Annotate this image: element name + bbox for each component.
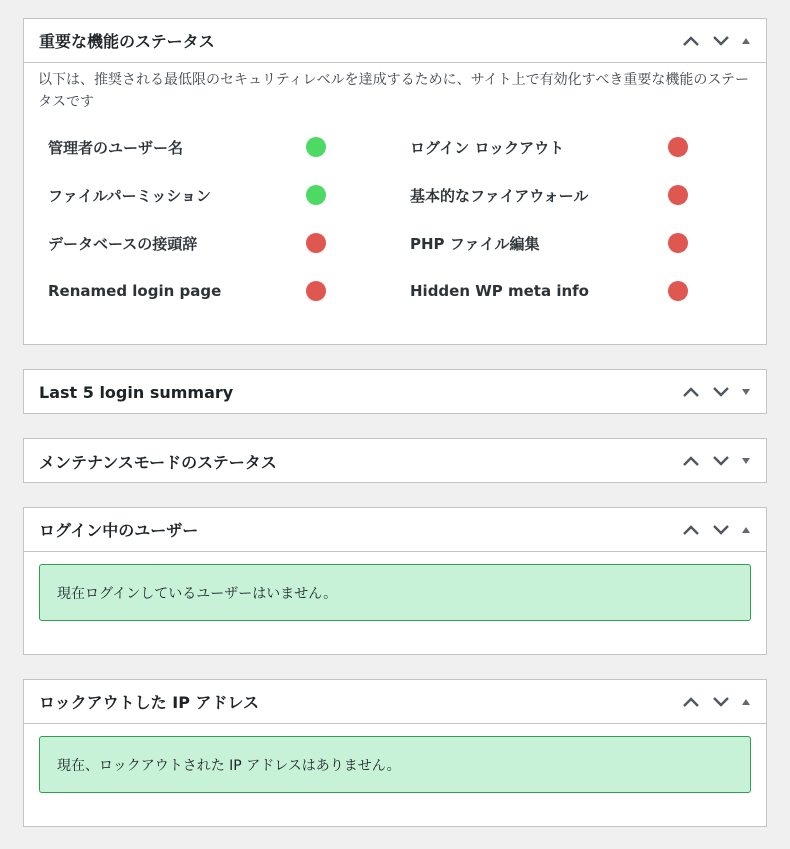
move-down-button[interactable] [706,687,736,717]
triangle-up-icon [741,37,751,45]
box-header [24,19,766,63]
feature-name: ログイン ロックアウト [410,138,565,157]
expand-toggle-button[interactable] [736,377,756,407]
box-title: 重要な機能のステータス [39,32,215,51]
locked-ip-box [23,679,767,827]
move-up-button[interactable] [676,515,706,545]
box-title: ロックアウトした IP アドレス [39,693,260,712]
feature-status-item [48,267,410,315]
triangle-up-icon [741,526,751,534]
chevron-down-icon [712,35,730,47]
move-down-button[interactable] [706,377,736,407]
move-down-button[interactable] [706,515,736,545]
feature-name: PHP ファイル編集 [410,234,540,253]
move-down-button[interactable] [706,26,736,56]
feature-name: ファイルパーミッション [48,186,212,205]
box-controls [676,19,756,62]
box-header [24,439,766,483]
critical-status-box [23,18,767,345]
status-indicator [668,233,688,253]
expand-toggle-button[interactable] [736,446,756,476]
collapse-toggle-button[interactable] [736,515,756,545]
feature-status-item [410,267,772,315]
status-indicator [306,137,326,157]
logged-in-users-box [23,507,767,655]
feature-status-item [410,171,772,219]
status-indicator [668,137,688,157]
feature-name: 基本的なファイアウォール [410,186,589,205]
box-controls [676,439,756,483]
status-indicator [306,281,326,301]
chevron-up-icon [682,35,700,47]
no-logged-in-users-notice: 現在ログインしているユーザーはいません。 [39,564,751,621]
move-up-button[interactable] [676,446,706,476]
status-indicator [306,233,326,253]
chevron-down-icon [712,696,730,708]
triangle-down-icon [741,388,751,396]
chevron-up-icon [682,386,700,398]
no-locked-ips-notice: 現在、ロックアウトされた IP アドレスはありません。 [39,736,751,793]
critical-status-description: 以下は、推奨される最低限のセキュリティレベルを達成するために、サイト上で有効化すべき重要な機能のステータスです [38,72,750,110]
chevron-down-icon [712,524,730,536]
box-title: ログイン中のユーザー [39,521,199,540]
move-up-button[interactable] [676,26,706,56]
box-controls [676,370,756,414]
chevron-up-icon [682,455,700,467]
move-up-button[interactable] [676,687,706,717]
triangle-down-icon [741,457,751,465]
collapse-toggle-button[interactable] [736,26,756,56]
feature-status-item [48,171,410,219]
box-header [24,370,766,414]
chevron-up-icon [682,524,700,536]
last-login-summary-box [23,369,767,414]
status-indicator [668,185,688,205]
box-header [24,508,766,552]
box-title: メンテナンスモードのステータス [39,452,277,472]
feature-status-grid [24,113,766,315]
maintenance-status-box [23,438,767,483]
box-controls [676,680,756,723]
move-up-button[interactable] [676,377,706,407]
feature-name: データベースの接頭辞 [48,234,198,253]
status-indicator [306,185,326,205]
collapse-toggle-button[interactable] [736,687,756,717]
move-down-button[interactable] [706,446,736,476]
feature-status-item [410,219,772,267]
chevron-down-icon [712,455,730,467]
feature-name: 管理者のユーザー名 [48,138,184,157]
triangle-up-icon [741,698,751,706]
feature-name: Renamed login page [48,282,222,300]
chevron-down-icon [712,386,730,398]
status-indicator [668,281,688,301]
feature-status-item [48,123,410,171]
feature-name: Hidden WP meta info [410,282,589,300]
feature-status-item [48,219,410,267]
feature-status-item [410,123,772,171]
box-title: Last 5 login summary [39,382,234,402]
box-controls [676,508,756,551]
chevron-up-icon [682,696,700,708]
box-header [24,680,766,724]
